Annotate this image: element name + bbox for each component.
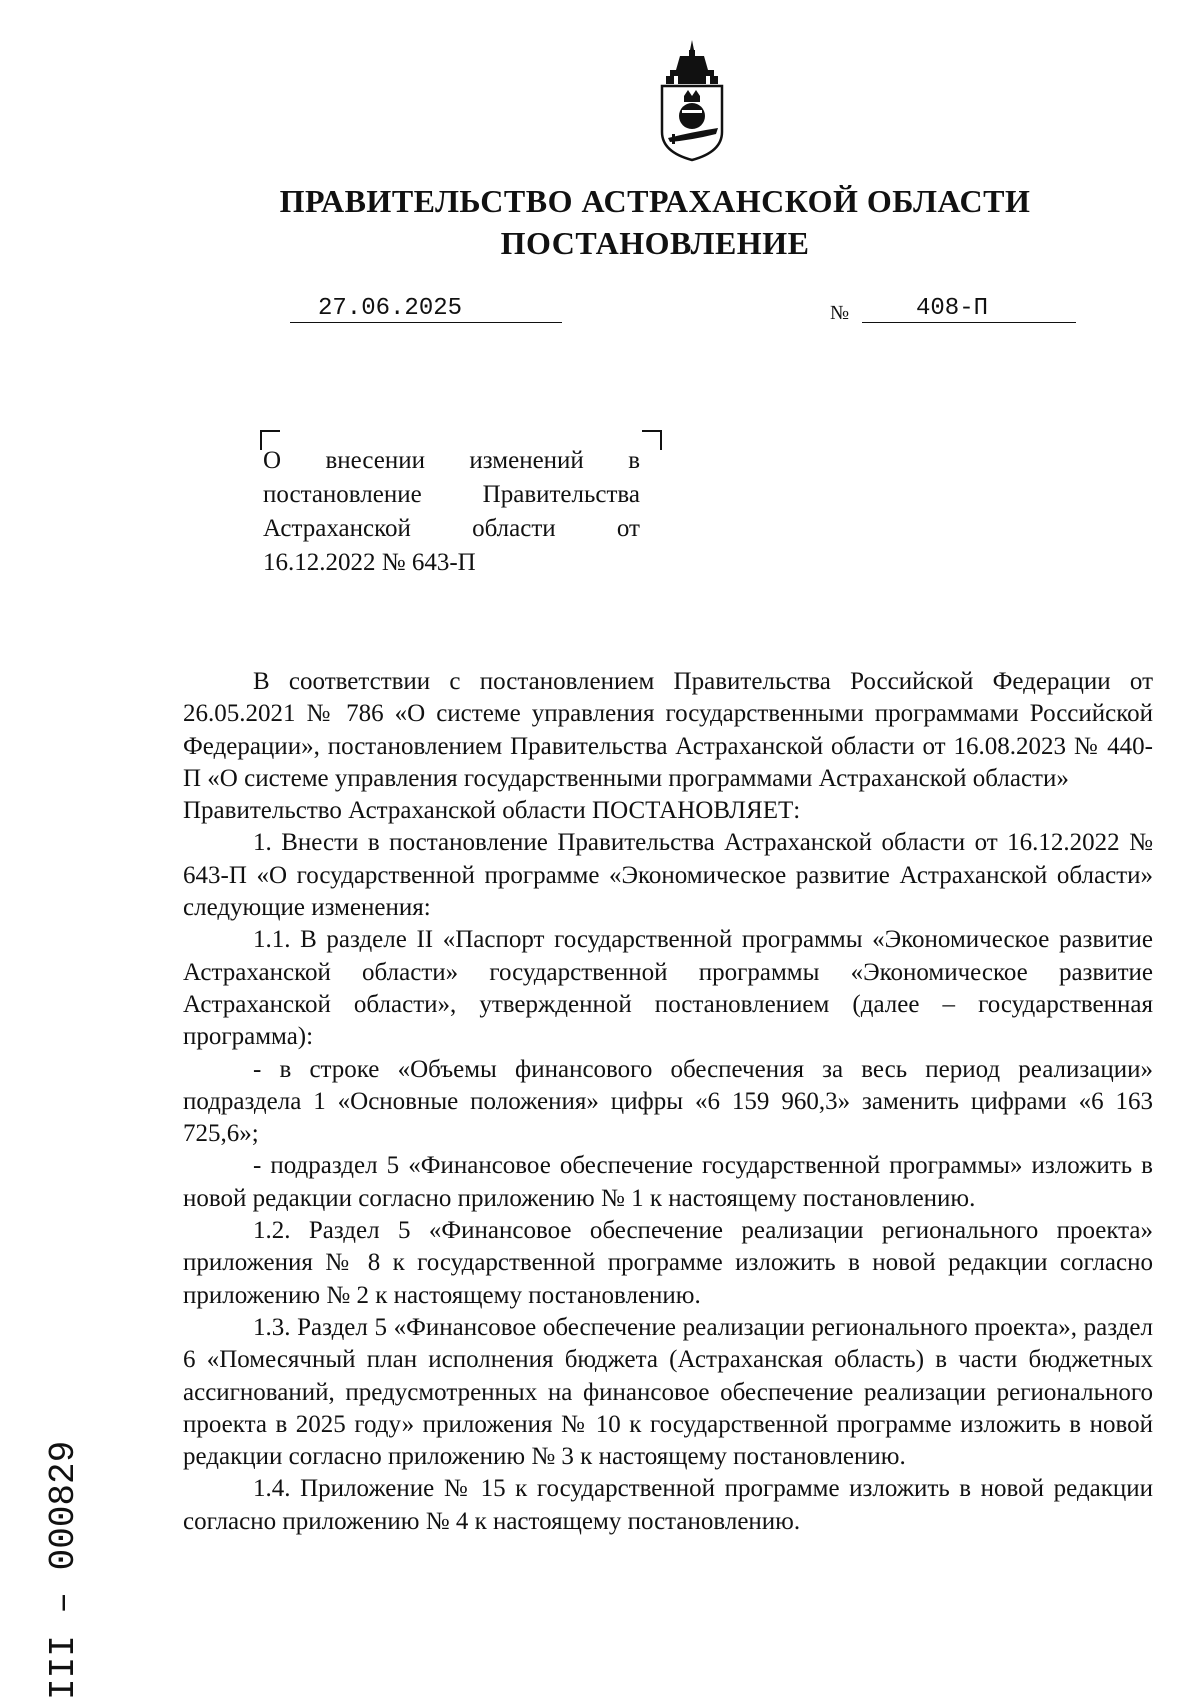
paragraph-item-1-1-b: - подраздел 5 «Финансовое обеспечение государственной программы» изложить в новой редакции согласно приложению № 1 к настоящему постановлению.: [183, 1152, 1153, 1212]
document-number-label: №: [830, 302, 850, 324]
paragraph-resolution: Правительство Астраханской области ПОСТАНОВЛЯЕТ:: [183, 797, 801, 825]
paragraph-item-1-1-a: - в строке «Объемы финансового обеспечения за весь период реализации» подраздела 1 «Основные положения» цифры «6 159 960,3» заменить цифрами «6 163 725,6»;: [183, 1055, 1153, 1148]
paragraph-item-1: 1. Внести в постановление Правительства Астраханской области от 16.12.2022 № 643-П «О государственной программе «Экономическое развитие Астраханской области» следующие изменения:: [183, 829, 1153, 922]
government-name: ПРАВИТЕЛЬСТВО АСТРАХАНСКОЙ ОБЛАСТИ: [279, 183, 1031, 219]
paragraph-item-1-3: 1.3. Раздел 5 «Финансовое обеспечение реализации регионального проекта», раздел 6 «Помесячный план исполнения бюджета (Астраханская область) в части бюджетных ассигнований, предусмотренных на финансовое обеспечение реализации регионального проекта в 2025 году» приложения № 10 к государственной программе изложить в новой редакции согласно приложению № 3 к настоящему постановлению.: [183, 1313, 1153, 1471]
paragraph-item-1-2: 1.2. Раздел 5 «Финансовое обеспечение реализации регионального проекта» приложения № 8 к государственной программе изложить в новой редакции согласно приложению № 2 к настоящему постановлению.: [183, 1217, 1153, 1309]
document-date: 27.06.2025: [290, 296, 562, 323]
document-type: ПОСТАНОВЛЕНИЕ: [500, 225, 810, 261]
paragraph-item-1-1: 1.1. В разделе II «Паспорт государственной программы «Экономическое развитие Астраханской области» государственной программы «Экономическое развитие Астраханской области», утвержденной постановлением (далее – государственная программа):: [183, 926, 1153, 1051]
paragraph-preamble: В соответствии с постановлением Правительства Российской Федерации от 26.05.2021 № 786 «О системе управления государственными программами Российской Федерации», постановлением Правительства Астраханской области от 16.08.2023 № 440-П «О системе управления государственными программами Астраханской области»: [183, 668, 1153, 792]
document-header: [0, 180, 1200, 264]
subject-corner-mark-right: [642, 430, 662, 450]
coat-of-arms-icon: [652, 40, 732, 162]
registration-stamp: III – 000829: [43, 1440, 84, 1700]
document-body: [183, 666, 1153, 1538]
paragraph-item-1-4: 1.4. Приложение № 15 к государственной программе изложить в новой редакции согласно приложению № 4 к настоящему постановлению.: [183, 1475, 1153, 1535]
document-subject: О внесении изменений в постановление Правительства Астраханской области от 16.12.2022 № 643-П: [263, 447, 640, 576]
document-number: 408-П: [862, 296, 1076, 323]
